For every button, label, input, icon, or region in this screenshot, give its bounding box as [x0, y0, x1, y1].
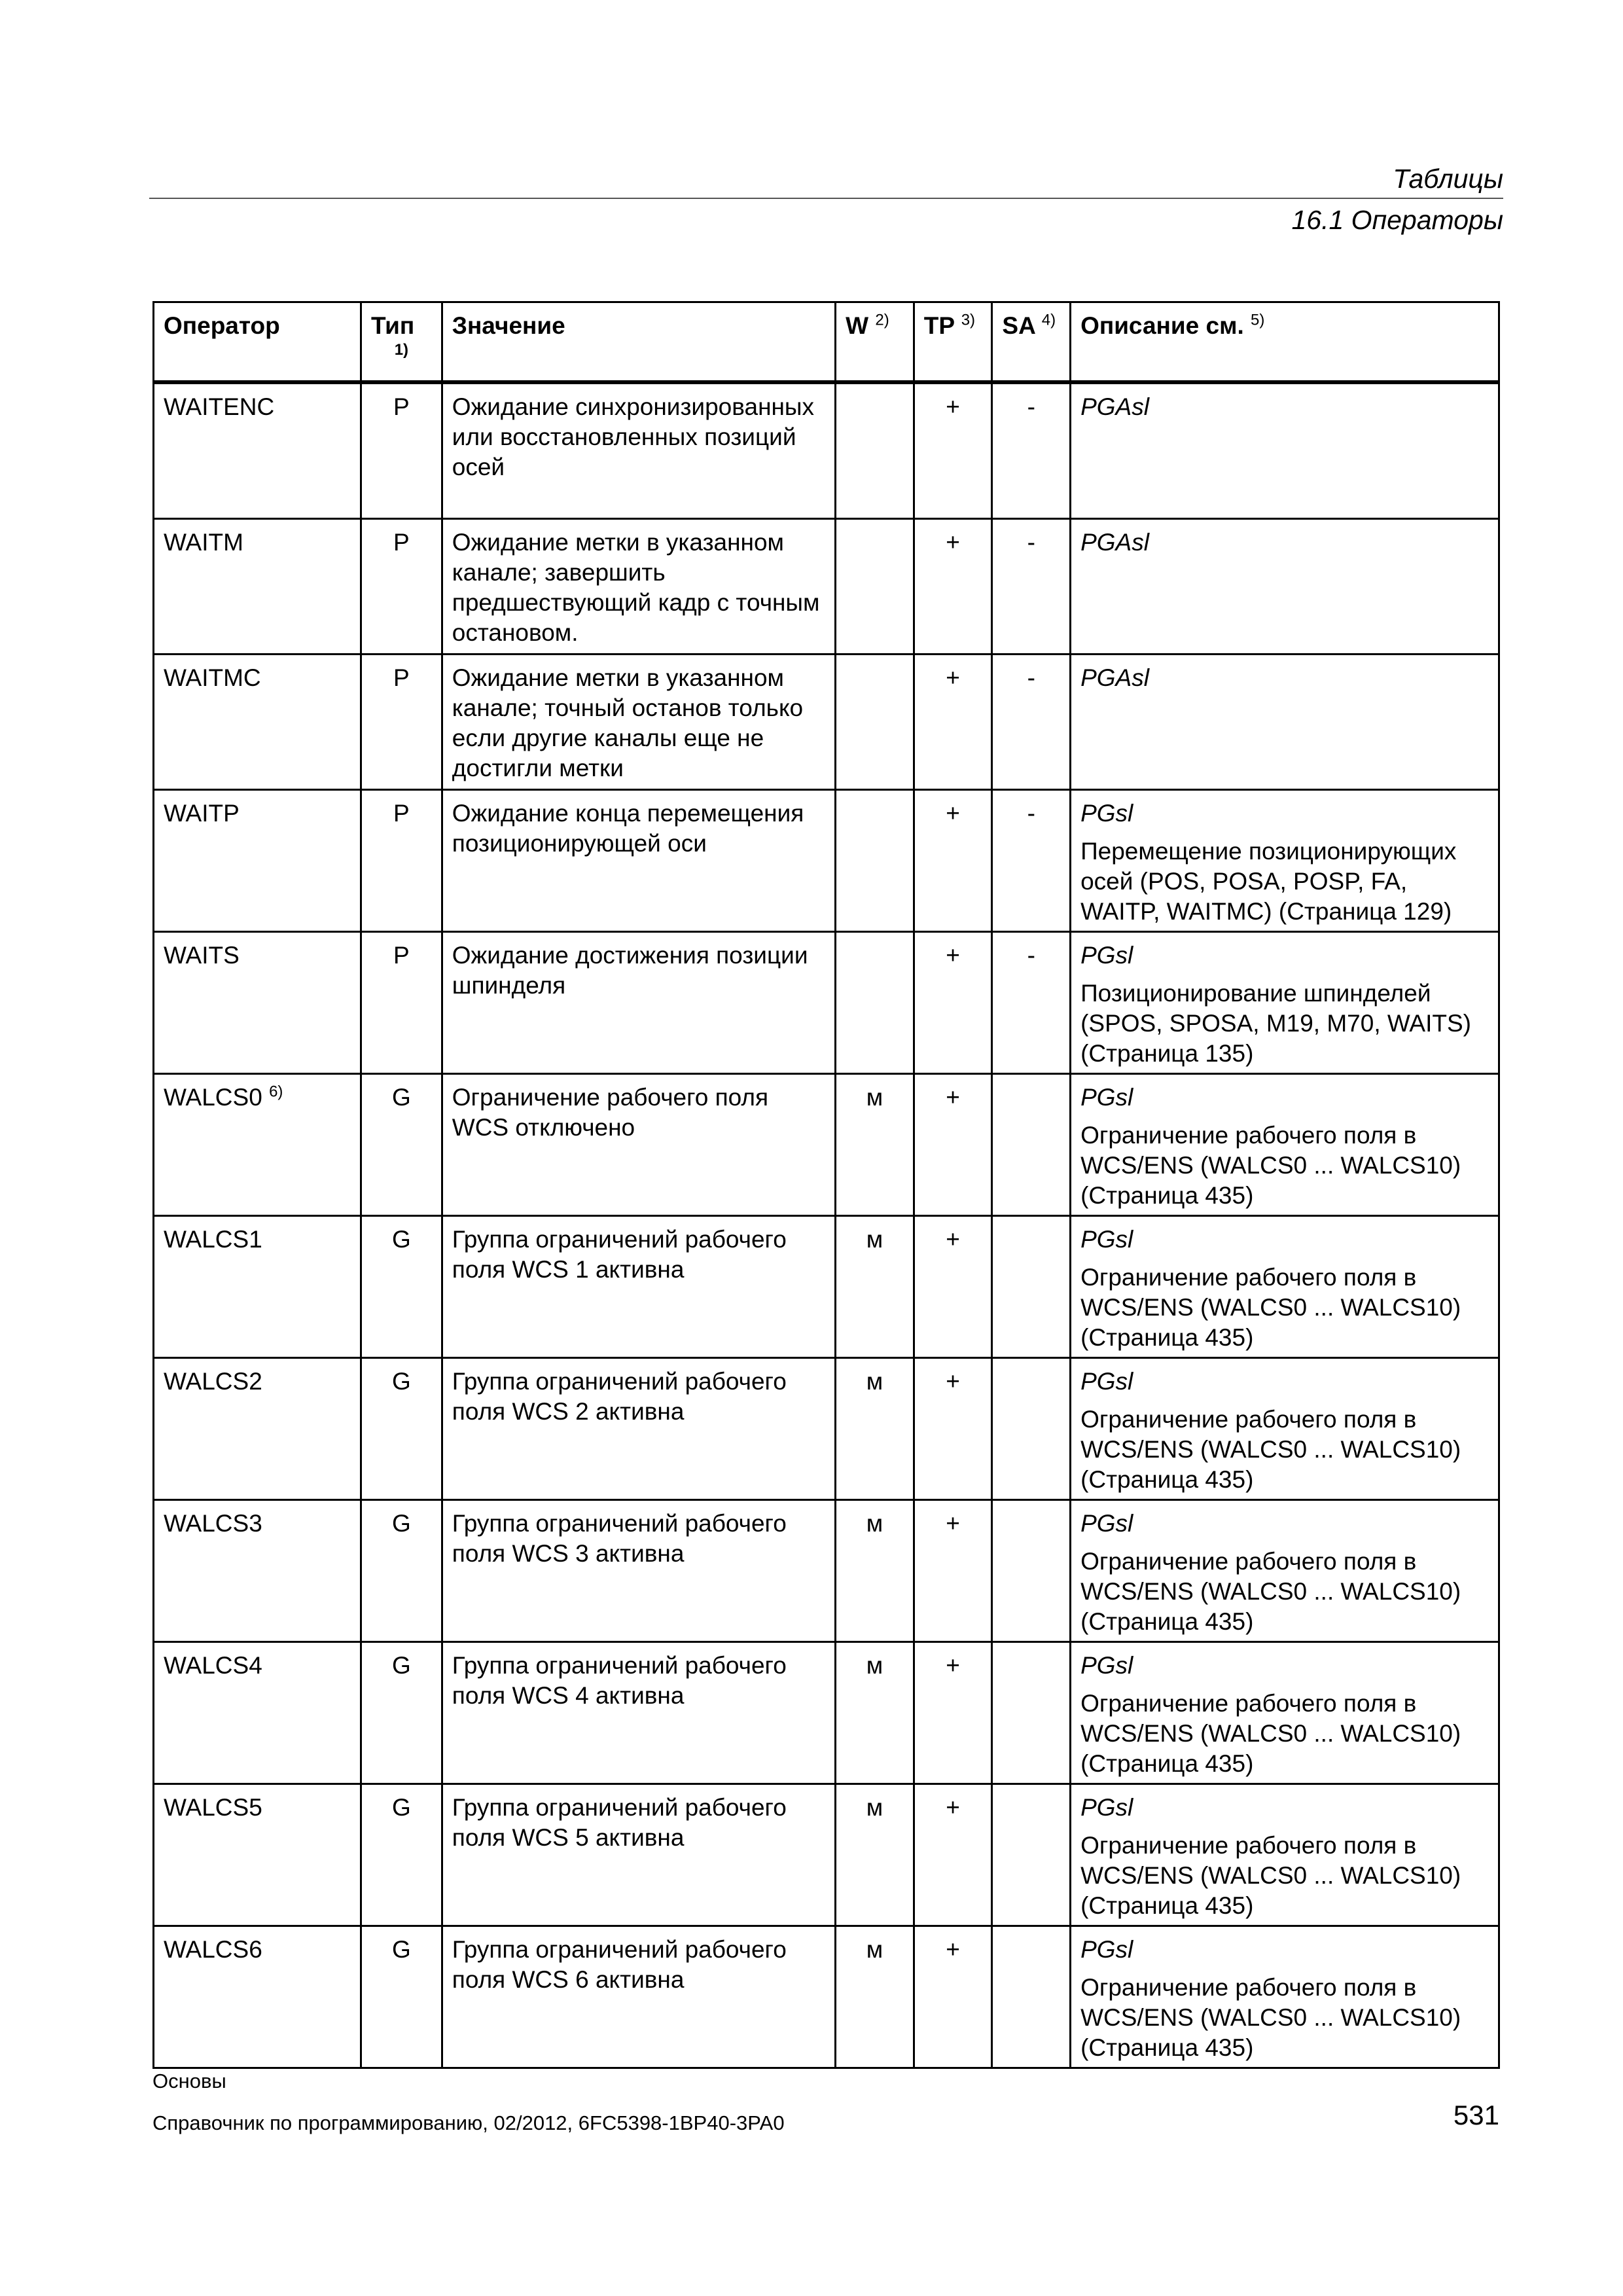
- doc-reference: PGsl: [1080, 942, 1133, 969]
- col-header-type: [361, 302, 442, 383]
- cell-meaning: Группа ограничений рабочего поля WCS 6 активна: [442, 1926, 835, 2068]
- cell-sa: [992, 1358, 1071, 1500]
- cell-description: [1071, 655, 1499, 790]
- cell-type: P: [361, 519, 442, 655]
- cell-meaning: Ожидание синхронизированных или восстановленных позиций осей: [442, 382, 835, 519]
- page-number: 531: [1453, 2100, 1499, 2130]
- cell-operator: [154, 1216, 361, 1358]
- cell-tp: +: [914, 1642, 992, 1784]
- cell-sa: [992, 1074, 1071, 1216]
- description-text: Ограничение рабочего поля в WCS/ENS (WALCS0 ... WALCS10) (Страница 435): [1080, 1832, 1461, 1919]
- section-title: Таблицы: [1393, 164, 1503, 194]
- cell-meaning: Группа ограничений рабочего поля WCS 5 активна: [442, 1784, 835, 1926]
- cell-type: G: [361, 1642, 442, 1784]
- col-header-tp: [914, 302, 992, 383]
- col-header-meaning: [442, 302, 835, 383]
- header-rule: [149, 198, 1503, 199]
- cell-tp: +: [914, 1500, 992, 1642]
- cell-tp: +: [914, 655, 992, 790]
- cell-type: G: [361, 1926, 442, 2068]
- cell-description: [1071, 1926, 1499, 2068]
- cell-operator: [154, 932, 361, 1074]
- cell-w: м: [836, 1216, 914, 1358]
- col-header-operator: [154, 302, 361, 383]
- operator-name: WALCS6: [164, 1936, 262, 1963]
- operator-name: WAITENC: [164, 393, 275, 420]
- cell-w: м: [836, 1642, 914, 1784]
- col-header-w-footnote: 2): [875, 311, 889, 329]
- cell-description: [1071, 790, 1499, 932]
- footer-book-title: Основы: [152, 2070, 226, 2092]
- description-text: Ограничение рабочего поля в WCS/ENS (WALCS0 ... WALCS10) (Страница 435): [1080, 1264, 1461, 1351]
- col-header-type-footnote: 1): [394, 341, 409, 359]
- col-header-w-label: W: [846, 312, 869, 339]
- cell-tp: +: [914, 382, 992, 519]
- cell-operator: [154, 1074, 361, 1216]
- table-row: [154, 1642, 1499, 1784]
- section-subtitle: 16.1 Операторы: [1291, 205, 1503, 235]
- cell-operator: [154, 1784, 361, 1926]
- table-row: [154, 1074, 1499, 1216]
- cell-w: м: [836, 1500, 914, 1642]
- cell-w: м: [836, 1358, 914, 1500]
- col-header-sa: [992, 302, 1071, 383]
- cell-operator: [154, 1358, 361, 1500]
- operator-name: WALCS3: [164, 1510, 262, 1537]
- col-header-w: [836, 302, 914, 383]
- operators-table: [152, 301, 1500, 2069]
- table-row: [154, 382, 1499, 519]
- cell-operator: [154, 655, 361, 790]
- cell-sa: [992, 1784, 1071, 1926]
- cell-sa: [992, 1500, 1071, 1642]
- doc-reference: PGsl: [1080, 800, 1133, 827]
- table-row: [154, 932, 1499, 1074]
- cell-sa: -: [992, 382, 1071, 519]
- cell-type: P: [361, 655, 442, 790]
- cell-w: м: [836, 1784, 914, 1926]
- cell-sa: [992, 1642, 1071, 1784]
- operator-footnote: 6): [269, 1083, 283, 1101]
- doc-reference: PGsl: [1080, 1936, 1133, 1963]
- operator-name: WALCS5: [164, 1794, 262, 1821]
- cell-type: G: [361, 1074, 442, 1216]
- cell-w: [836, 382, 914, 519]
- description-text: Позиционирование шпинделей (SPOS, SPOSA, M19, M70, WAITS) (Страница 135): [1080, 980, 1471, 1067]
- cell-tp: +: [914, 1784, 992, 1926]
- cell-w: [836, 932, 914, 1074]
- cell-description: [1071, 1358, 1499, 1500]
- operator-name: WALCS1: [164, 1226, 262, 1253]
- table-row: [154, 1216, 1499, 1358]
- cell-meaning: Ожидание достижения позиции шпинделя: [442, 932, 835, 1074]
- operator-name: WAITMC: [164, 664, 261, 691]
- operator-name: WALCS2: [164, 1368, 262, 1395]
- col-header-sa-label: SA: [1002, 312, 1035, 339]
- description-text: Ограничение рабочего поля в WCS/ENS (WALCS0 ... WALCS10) (Страница 435): [1080, 1548, 1461, 1635]
- cell-description: [1071, 382, 1499, 519]
- operator-name: WAITP: [164, 800, 240, 827]
- doc-reference: PGAsl: [1080, 393, 1149, 420]
- cell-type: G: [361, 1500, 442, 1642]
- cell-tp: +: [914, 519, 992, 655]
- cell-operator: [154, 519, 361, 655]
- cell-description: [1071, 519, 1499, 655]
- description-text: Ограничение рабочего поля в WCS/ENS (WALCS0 ... WALCS10) (Страница 435): [1080, 1690, 1461, 1777]
- col-header-description-label: Описание см.: [1080, 312, 1244, 339]
- cell-w: м: [836, 1926, 914, 2068]
- cell-tp: +: [914, 1216, 992, 1358]
- table-row: [154, 790, 1499, 932]
- table-row: [154, 1784, 1499, 1926]
- col-header-description-footnote: 5): [1251, 311, 1265, 329]
- footer-manual-info: Справочник по программированию, 02/2012, 6FC5398-1BP40-3PA0: [152, 2111, 785, 2134]
- cell-w: м: [836, 1074, 914, 1216]
- doc-reference: PGAsl: [1080, 664, 1149, 691]
- cell-sa: [992, 1926, 1071, 2068]
- cell-description: [1071, 1500, 1499, 1642]
- cell-description: [1071, 932, 1499, 1074]
- cell-type: P: [361, 382, 442, 519]
- col-header-description: [1071, 302, 1499, 383]
- col-header-operator-label: Оператор: [164, 312, 280, 339]
- cell-tp: +: [914, 1358, 992, 1500]
- doc-reference: PGsl: [1080, 1510, 1133, 1537]
- table-row: [154, 1926, 1499, 2068]
- cell-type: G: [361, 1216, 442, 1358]
- cell-description: [1071, 1216, 1499, 1358]
- cell-tp: +: [914, 790, 992, 932]
- cell-w: [836, 655, 914, 790]
- cell-meaning: Группа ограничений рабочего поля WCS 3 активна: [442, 1500, 835, 1642]
- cell-meaning: Группа ограничений рабочего поля WCS 4 активна: [442, 1642, 835, 1784]
- cell-description: [1071, 1642, 1499, 1784]
- cell-type: G: [361, 1784, 442, 1926]
- cell-sa: -: [992, 655, 1071, 790]
- operator-name: WAITS: [164, 942, 240, 969]
- col-header-sa-footnote: 4): [1041, 311, 1056, 329]
- cell-type: P: [361, 790, 442, 932]
- cell-sa: [992, 1216, 1071, 1358]
- cell-operator: [154, 1500, 361, 1642]
- description-text: Ограничение рабочего поля в WCS/ENS (WALCS0 ... WALCS10) (Страница 435): [1080, 1122, 1461, 1209]
- doc-reference: PGsl: [1080, 1652, 1133, 1679]
- table-row: [154, 655, 1499, 790]
- doc-reference: PGsl: [1080, 1368, 1133, 1395]
- cell-tp: +: [914, 1926, 992, 2068]
- description-text: Перемещение позиционирующих осей (POS, POSA, POSP, FA, WAITP, WAITMC) (Страница 129): [1080, 838, 1457, 925]
- cell-description: [1071, 1074, 1499, 1216]
- cell-meaning: Группа ограничений рабочего поля WCS 1 активна: [442, 1216, 835, 1358]
- table-row: [154, 519, 1499, 655]
- doc-reference: PGsl: [1080, 1794, 1133, 1821]
- operator-name: WAITM: [164, 529, 243, 556]
- col-header-meaning-label: Значение: [452, 312, 565, 339]
- cell-meaning: Ожидание конца перемещения позиционирующей оси: [442, 790, 835, 932]
- doc-reference: PGsl: [1080, 1084, 1133, 1111]
- cell-type: P: [361, 932, 442, 1074]
- cell-type: G: [361, 1358, 442, 1500]
- table-row: [154, 1500, 1499, 1642]
- table-header-row: [154, 302, 1499, 383]
- cell-meaning: Группа ограничений рабочего поля WCS 2 активна: [442, 1358, 835, 1500]
- cell-operator: [154, 382, 361, 519]
- cell-sa: -: [992, 790, 1071, 932]
- cell-meaning: Ожидание метки в указанном канале; точный останов только если другие каналы еще не достигли метки: [442, 655, 835, 790]
- cell-meaning: Ограничение рабочего поля WCS отключено: [442, 1074, 835, 1216]
- cell-meaning: Ожидание метки в указанном канале; завершить предшествующий кадр с точным остановом.: [442, 519, 835, 655]
- cell-operator: [154, 790, 361, 932]
- doc-reference: PGAsl: [1080, 529, 1149, 556]
- col-header-tp-footnote: 3): [961, 311, 976, 329]
- col-header-type-label: Тип: [370, 312, 415, 339]
- cell-tp: +: [914, 1074, 992, 1216]
- description-text: Ограничение рабочего поля в WCS/ENS (WALCS0 ... WALCS10) (Страница 435): [1080, 1974, 1461, 2061]
- operator-name: WALCS0: [164, 1084, 262, 1111]
- cell-operator: [154, 1642, 361, 1784]
- cell-sa: -: [992, 519, 1071, 655]
- description-text: Ограничение рабочего поля в WCS/ENS (WALCS0 ... WALCS10) (Страница 435): [1080, 1406, 1461, 1493]
- operator-name: WALCS4: [164, 1652, 262, 1679]
- cell-w: [836, 519, 914, 655]
- doc-reference: PGsl: [1080, 1226, 1133, 1253]
- cell-description: [1071, 1784, 1499, 1926]
- cell-sa: -: [992, 932, 1071, 1074]
- cell-w: [836, 790, 914, 932]
- cell-tp: +: [914, 932, 992, 1074]
- table-row: [154, 1358, 1499, 1500]
- cell-operator: [154, 1926, 361, 2068]
- col-header-tp-label: TP: [923, 312, 955, 339]
